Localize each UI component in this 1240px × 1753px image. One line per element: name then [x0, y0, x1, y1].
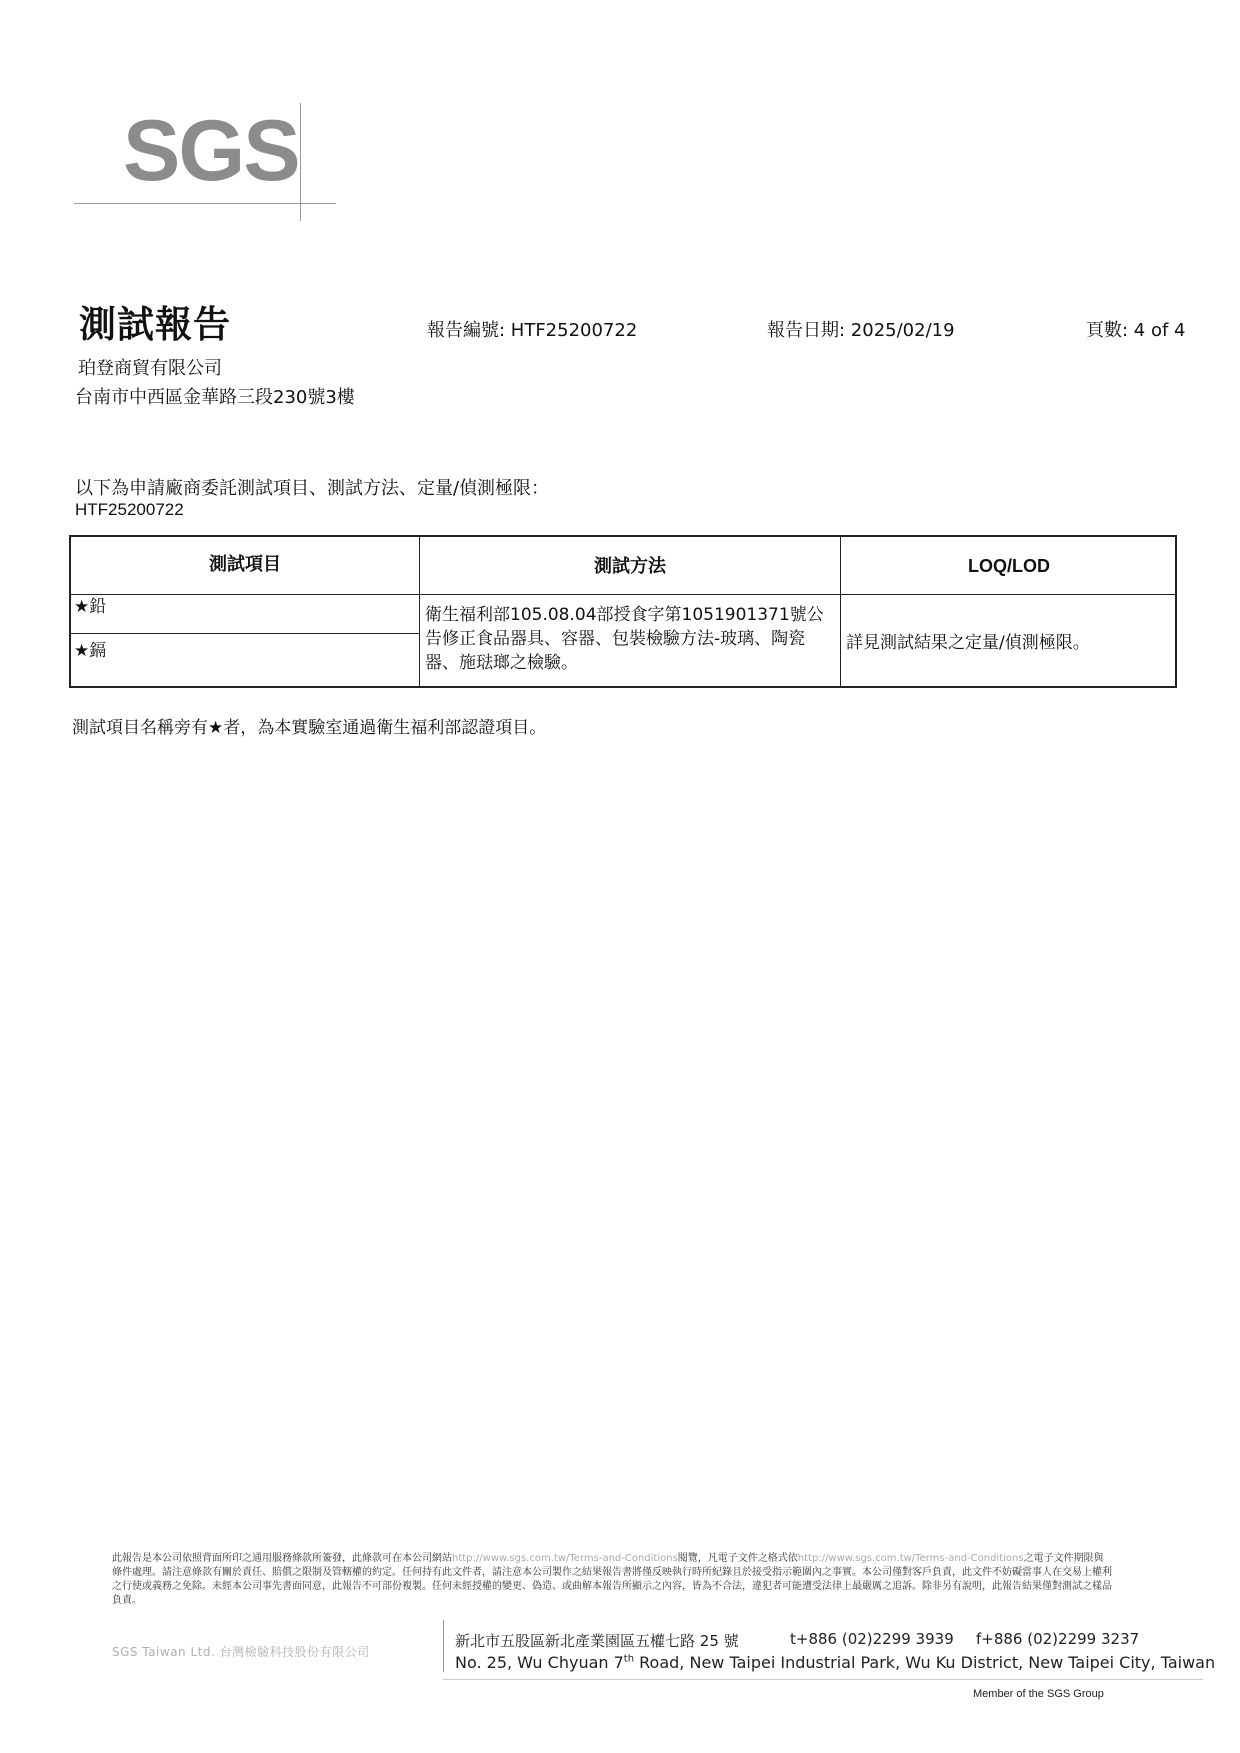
table-header-divider: [71, 594, 1175, 595]
sgs-logo: SGS: [123, 103, 299, 199]
disclaimer-part: 閱覽，凡電子文件之格式依: [677, 1553, 798, 1564]
address-en-part: Road, New Taipei Industrial Park, Wu Ku District, New Taipei City, Taiwan: [634, 1653, 1216, 1672]
report-number: 報告編號: HTF25200722: [427, 320, 638, 341]
disclaimer-part: 此報告是本公司依照背面所印之通用服務條款所簽發，此條款可在本公司網站: [112, 1553, 452, 1564]
loq-lod-text: 詳見測試結果之定量/偵測極限。: [846, 633, 1090, 653]
intro-report-number: HTF25200722: [75, 500, 184, 519]
address-en-part: No. 25, Wu Chyuan 7: [455, 1653, 624, 1672]
test-item-lead: ★鉛: [74, 597, 107, 617]
page-number: 頁數: 4 of 4: [1086, 320, 1186, 341]
intro-text: 以下為申請廠商委託測試項目、測試方法、定量/偵測極限：: [75, 478, 550, 499]
footer-divider: [443, 1620, 444, 1672]
logo-divider-horizontal: [74, 203, 336, 204]
footer-fax: f+886 (02)2299 3237: [976, 1630, 1140, 1648]
table-row-divider: [71, 633, 419, 634]
report-date: 報告日期: 2025/02/19: [767, 320, 955, 341]
footer-phone: t+886 (02)2299 3939: [790, 1630, 954, 1648]
header-test-item: 測試項目: [209, 554, 281, 575]
footer-address-chinese: 新北市五股區新北產業園區五權七路 25 號: [455, 1632, 739, 1650]
terms-link[interactable]: http://www.sgs.com.tw/Terms-and-Conditions: [797, 1553, 1024, 1564]
terms-link[interactable]: http://www.sgs.com.tw/Terms-and-Conditions: [452, 1553, 678, 1564]
address-en-sup: th: [623, 1653, 635, 1665]
header-loq-lod: LOQ/LOD: [968, 556, 1050, 576]
client-address: 台南市中西區金華路三段230號3樓: [75, 387, 355, 408]
footer-company-name: SGS Taiwan Ltd. 台灣檢驗科技股份有限公司: [112, 1645, 370, 1659]
legal-disclaimer: [112, 1552, 1112, 1608]
footer-address-english: [455, 1653, 1215, 1672]
test-item-cadmium: ★鎘: [74, 641, 107, 661]
header-test-method: 測試方法: [594, 556, 666, 577]
test-method-text: 衛生福利部105.08.04部授食字第1051901371號公告修正食品器具、容器、包裝檢驗方法-玻璃、陶瓷器、施琺瑯之檢驗。: [425, 605, 824, 673]
footer-rule: [443, 1679, 1203, 1680]
accreditation-note: 測試項目名稱旁有★者，為本實驗室通過衛生福利部認證項目。: [72, 718, 547, 738]
disclaimer-part: 之電子文件期限與條件處理。請注意條款有關於責任、賠償之限制及管轄權的約定。任何持有此文件者，請注意本公司製作之結果報告書將僅反映執行時所紀錄且於接受指示範圍內之事實。本公司僅對客戶負責，此文件不妨礙當事人在交易上權利之行使或義務之免除。未經本公司事先書面同意，此報告不可部份複製。任何未經授權的變更、偽造、或曲解本報告所顯示之內容，皆為不合法，違犯者可能遭受法律上最嚴厲之追訴。除非另有說明，此報告結果僅對測試之樣品負責。: [112, 1553, 1112, 1606]
client-company: 珀登商貿有限公司: [78, 358, 222, 379]
report-title: 測試報告: [79, 303, 231, 346]
member-of-sgs-group: Member of the SGS Group: [973, 1688, 1104, 1700]
test-items-table: [69, 535, 1177, 688]
